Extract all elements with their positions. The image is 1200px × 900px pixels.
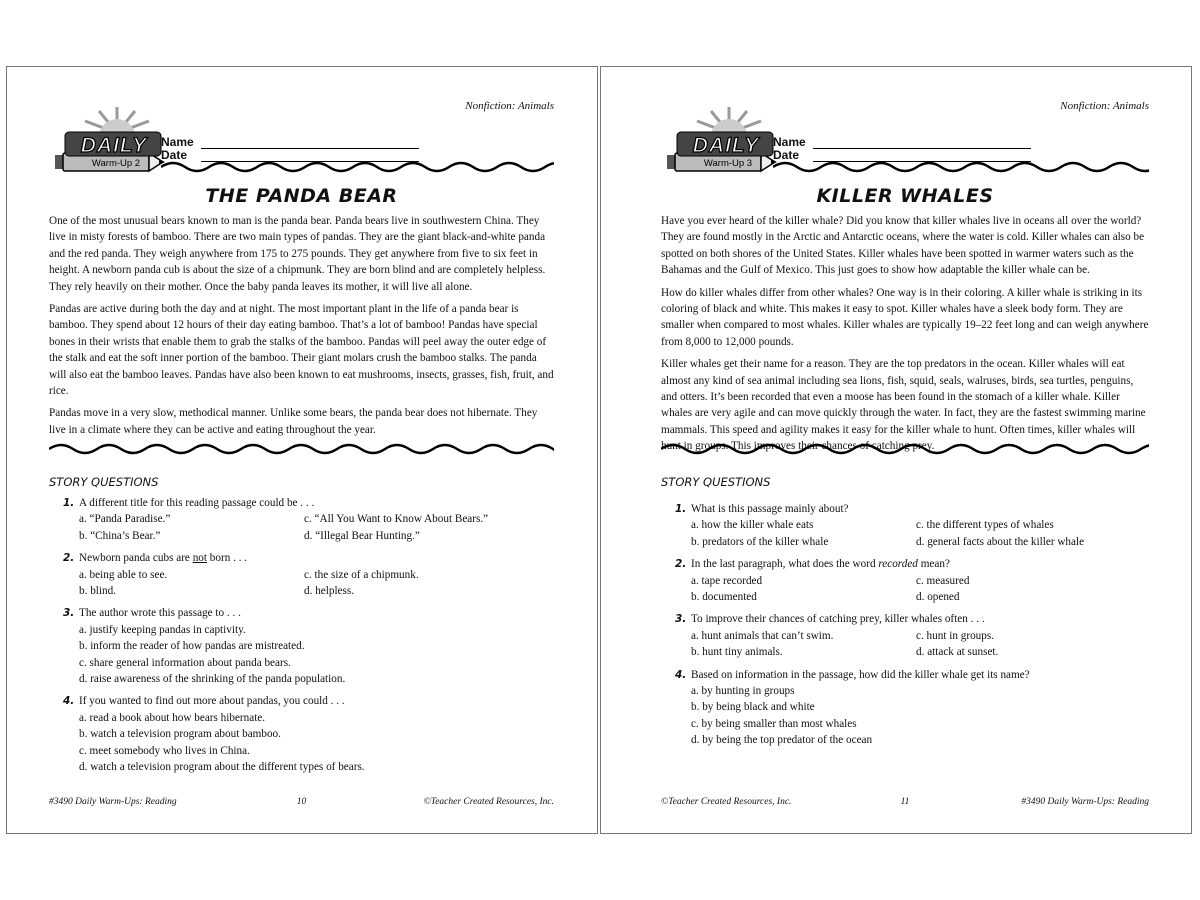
answer-option[interactable]: a. by hunting in groups <box>691 685 795 698</box>
question-4 <box>63 693 553 775</box>
question-stem: If you wanted to find out more about pandas, you could . . . <box>79 695 345 708</box>
answer-option[interactable]: c. “All You Want to Know About Bears.” <box>304 513 489 526</box>
answer-option[interactable]: b. inform the reader of how pandas are mistreated. <box>79 640 305 653</box>
question-stem: In the last paragraph, what does the word recorded mean? <box>691 558 950 571</box>
question-number: 4. <box>63 695 75 708</box>
question-3 <box>675 611 1149 660</box>
answer-option[interactable]: c. hunt in groups. <box>916 629 994 642</box>
answer-option[interactable]: d. raise awareness of the shrinking of the panda population. <box>79 673 346 686</box>
answer-option[interactable]: c. the different types of whales <box>916 519 1054 532</box>
answer-option[interactable]: c. meet somebody who lives in China. <box>79 744 250 757</box>
underlined-word: not <box>192 552 207 565</box>
daily-warmup-header <box>49 105 554 177</box>
footer-book-title: #3490 Daily Warm-Ups: Reading <box>1021 797 1149 807</box>
passage-paragraph: Killer whales get their name for a reason. They are the top predators in the ocean. Killer whales will eat almost any kind of sea animal including sea lions, fish, squid, seals, walruses, birds, sea turtles, penguins, and otters. It’s been recorded that even a moose has been found in the stomach of a killer whale. Killer whales are very agile and can move quickly through the water. In fact, they are the fastest swimming marine mammals. This speed and agility makes it easy for the killer whale to hunt. Often times, killer whales will hunt in groups. This improves their chances of catching prey. <box>661 358 1146 453</box>
question-number: 2. <box>63 552 75 565</box>
name-line[interactable] <box>201 148 419 149</box>
answer-option[interactable]: b. blind. <box>79 585 116 598</box>
header-wave-divider <box>161 159 554 175</box>
name-label: Name <box>773 135 806 149</box>
footer-book-title: #3490 Daily Warm-Ups: Reading <box>49 797 177 807</box>
worksheet-page-left <box>6 66 598 834</box>
answer-option[interactable]: d. watch a television program about the different types of bears. <box>79 761 365 774</box>
warmup-number: Warm-Up 3 <box>703 158 753 169</box>
question-number: 3. <box>675 613 687 626</box>
section-wave-divider <box>661 441 1149 457</box>
date-label: Date <box>161 148 188 162</box>
question-number: 1. <box>675 503 687 515</box>
answer-option[interactable]: d. by being the top predator of the ocean <box>691 734 873 747</box>
reading-passage <box>49 213 554 444</box>
passage-paragraph: How do killer whales differ from other whales? One way is in their coloring. A killer whale is striking in its coloring of black and white. This makes it easy to spot. Killer whales have a sleek body form. They are smaller when compared to most whales. Killer whales are typically 19–22 feet long and can weigh anywhere from 8,000 to 12,000 pounds. <box>661 286 1149 348</box>
answer-option[interactable]: a. how the killer whale eats <box>691 519 814 532</box>
answer-option[interactable]: c. by being smaller than most whales <box>691 717 857 730</box>
question-number: 1. <box>63 497 75 509</box>
answer-option[interactable]: a. “Panda Paradise.” <box>79 513 171 526</box>
question-number: 2. <box>675 558 687 571</box>
question-4 <box>675 667 1149 749</box>
question-1 <box>63 495 553 544</box>
question-2 <box>63 550 553 599</box>
daily-logo-text: DAILY <box>692 134 760 157</box>
page-number: 11 <box>900 797 910 807</box>
question-number: 3. <box>63 607 75 620</box>
daily-logo-text: DAILY <box>80 134 148 157</box>
story-questions-label: STORY QUESTIONS <box>661 475 771 489</box>
reading-passage <box>661 213 1149 461</box>
passage-title: KILLER WHALES <box>816 185 994 207</box>
answer-option[interactable]: a. justify keeping pandas in captivity. <box>79 623 246 636</box>
daily-warmup-header <box>661 105 1149 177</box>
italic-word: recorded <box>878 558 918 571</box>
answer-option[interactable]: a. being able to see. <box>79 568 168 581</box>
question-stem: The author wrote this passage to . . . <box>79 607 241 620</box>
answer-option[interactable]: d. general facts about the killer whale <box>916 535 1085 548</box>
warmup-number: Warm-Up 2 <box>91 158 141 169</box>
passage-title: THE PANDA BEAR <box>205 185 398 207</box>
footer-copyright: ©Teacher Created Resources, Inc. <box>423 797 554 807</box>
header-wave-divider <box>773 159 1149 175</box>
question-stem: Newborn panda cubs are not born . . . <box>79 552 248 565</box>
answer-option[interactable]: b. watch a television program about bamboo. <box>79 728 281 741</box>
answer-option[interactable]: d. “Illegal Bear Hunting.” <box>304 529 420 542</box>
worksheet-page-right <box>600 66 1192 834</box>
question-list <box>675 501 1149 755</box>
category-label: Nonfiction: Animals <box>465 100 554 112</box>
question-stem: To improve their chances of catching prey, killer whales often . . . <box>691 613 985 626</box>
question-3 <box>63 605 553 687</box>
passage-paragraph: Pandas are active during both the day and at night. The most important plant in the life of a panda bear is bamboo. They spend about 12 hours of their day eating bamboo. That’s a lot of bamboo! Pandas have special bones in their wrists that enable them to grab the stalks of the bamboo. Pandas will peel away the outer edge of the stalk and eat the soft inner portion of the bamboo. Their giant molars crush the bamboo stalks. The panda will also eat the bamboo leaves. Pandas have also been known to eat mushrooms, insects, grasses, fish, fruit, and rice. <box>49 303 554 398</box>
answer-option[interactable]: c. share general information about panda bears. <box>79 656 291 669</box>
question-stem: Based on information in the passage, how did the killer whale get its name? <box>691 668 1030 681</box>
question-list <box>63 495 553 782</box>
answer-option[interactable]: a. tape recorded <box>691 574 763 587</box>
question-stem: What is this passage mainly about? <box>691 503 849 515</box>
passage-paragraph: Have you ever heard of the killer whale? Did you know that killer whales live in oceans all over the world? They are found mostly in the Arctic and Antarctic oceans, where the water is cold. Killer whales can also be spotted on both shores of the United States. Killer whales have been spotted in warmer waters such as the Bahamas and the Gulf of Mexico. This just goes to show how adaptable the killer whale can be. <box>661 215 1145 277</box>
answer-option[interactable]: b. documented <box>691 591 757 604</box>
question-stem: A different title for this reading passage could be . . . <box>79 497 315 509</box>
passage-paragraph: Pandas move in a very slow, methodical manner. Unlike some bears, the panda bear does not hibernate. They live in a climate where they can be active and eating throughout the year. <box>49 407 538 436</box>
answer-option[interactable]: b. by being black and white <box>691 701 815 714</box>
date-label: Date <box>773 148 800 162</box>
answer-option[interactable]: a. read a book about how bears hibernate. <box>79 711 266 724</box>
answer-option[interactable]: c. measured <box>916 574 970 587</box>
answer-option[interactable]: d. attack at sunset. <box>916 646 999 659</box>
section-wave-divider <box>49 441 554 457</box>
question-2 <box>675 556 1149 605</box>
answer-option[interactable]: b. predators of the killer whale <box>691 535 829 548</box>
answer-option[interactable]: d. helpless. <box>304 585 355 598</box>
story-questions-label: STORY QUESTIONS <box>49 475 159 489</box>
answer-option[interactable]: b. “China’s Bear.” <box>79 529 161 542</box>
name-line[interactable] <box>813 148 1031 149</box>
passage-paragraph: One of the most unusual bears known to man is the panda bear. Panda bears live in southwestern China. They live in misty forests of bamboo. There are two main types of pandas. They are the giant black-and-white panda and the red panda. They weigh anywhere from 175 to 275 pounds. They get anywhere from five to six feet in height. A newborn panda cub is about the size of a chipmunk. They are born blind and are completely helpless. They rely heavily on their mother. Once the baby panda leaves its mother, it will live all alone. <box>49 215 546 293</box>
name-label: Name <box>161 135 194 149</box>
category-label: Nonfiction: Animals <box>1060 100 1149 112</box>
answer-option[interactable]: b. hunt tiny animals. <box>691 646 783 659</box>
page-number: 10 <box>296 797 307 807</box>
answer-option[interactable]: d. opened <box>916 591 960 604</box>
answer-option[interactable]: a. hunt animals that can’t swim. <box>691 629 834 642</box>
answer-option[interactable]: c. the size of a chipmunk. <box>304 568 419 581</box>
question-1 <box>675 501 1149 550</box>
question-number: 4. <box>675 668 687 681</box>
footer-copyright: ©Teacher Created Resources, Inc. <box>661 797 792 807</box>
